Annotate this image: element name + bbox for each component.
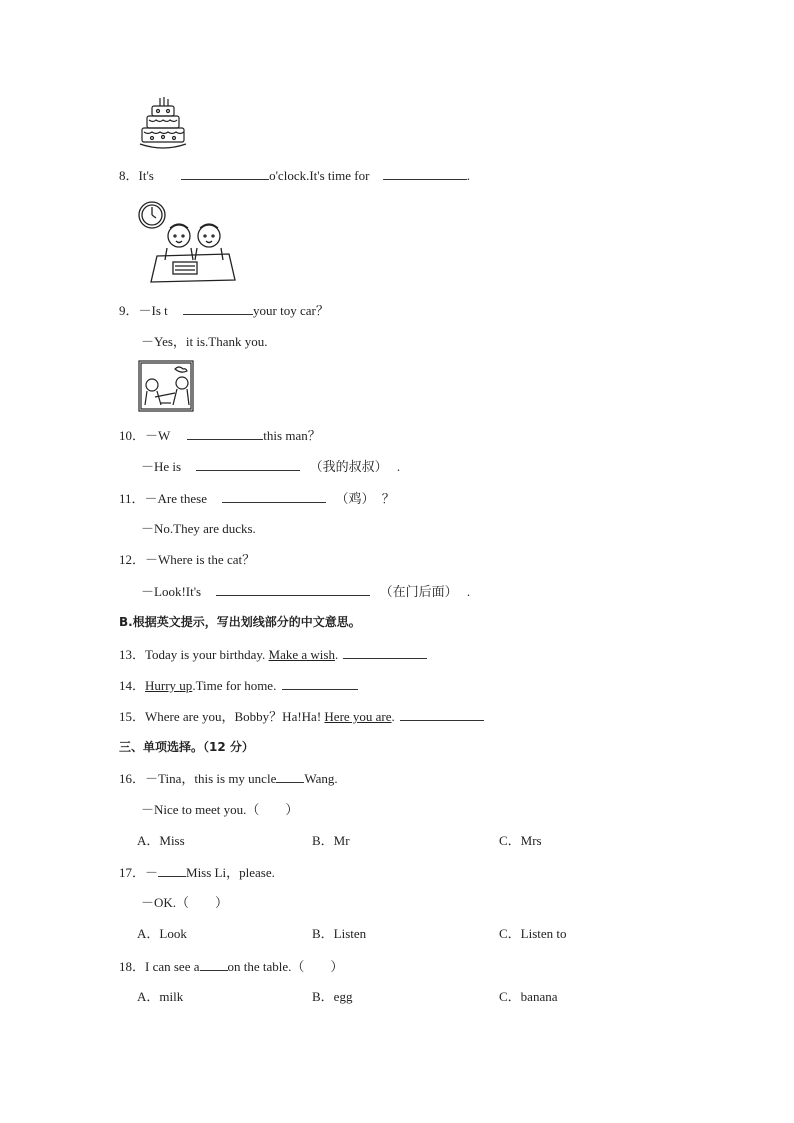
- question-10-reply: －He is （我的叔叔） .: [141, 459, 401, 474]
- toy-car-scene-image: [137, 359, 195, 413]
- section-3-heading: 三、单项选择。（12 分）: [119, 740, 254, 754]
- q17-option-b[interactable]: B．Listen: [312, 926, 367, 941]
- answer-blank-18[interactable]: [200, 958, 228, 971]
- q17-option-c[interactable]: C．Listen to: [499, 926, 567, 941]
- answer-blank-16[interactable]: [276, 770, 304, 783]
- answer-blank-9[interactable]: [183, 302, 253, 315]
- answer-blank-15[interactable]: [400, 708, 484, 721]
- answer-blank-11[interactable]: [222, 490, 326, 503]
- q16-option-c[interactable]: C．Mrs: [499, 833, 542, 848]
- question-15: 15．Where are you，Bobby？Ha!Ha! Here you are.: [119, 708, 484, 725]
- question-18: 18．I can see a on the table.（ ）: [119, 959, 344, 974]
- q18-option-c[interactable]: C．banana: [499, 989, 558, 1004]
- question-10: 10．－W this man？: [119, 428, 321, 443]
- question-9-reply: －Yes，it is.Thank you.: [141, 334, 268, 349]
- q16-option-b[interactable]: B．Mr: [312, 833, 350, 848]
- question-11: 11．－Are these （鸡） ？: [119, 491, 395, 506]
- answer-blank-13[interactable]: [343, 646, 427, 659]
- question-9: 9．－Is t your toy car？: [119, 303, 329, 318]
- answer-blank-8a[interactable]: [181, 167, 269, 180]
- answer-blank-10b[interactable]: [196, 458, 300, 471]
- question-13: 13．Today is your birthday. Make a wish.: [119, 646, 427, 663]
- question-16: 16．－Tina，this is my uncle Wang.: [119, 771, 338, 786]
- q18-option-a[interactable]: A．milk: [137, 989, 184, 1004]
- answer-blank-8b[interactable]: [383, 167, 467, 180]
- question-12-reply: －Look!It's （在门后面） .: [141, 584, 471, 599]
- q18-option-b[interactable]: B．egg: [312, 989, 353, 1004]
- birthday-cake-image: [138, 96, 188, 154]
- question-17: 17．－ Miss Li，please.: [119, 865, 275, 880]
- question-14: 14．Hurry up.Time for home.: [119, 677, 358, 694]
- question-16-reply: －Nice to meet you.（ ）: [141, 802, 299, 817]
- question-12: 12．－Where is the cat？: [119, 552, 256, 567]
- answer-blank-14[interactable]: [282, 677, 358, 690]
- answer-blank-17[interactable]: [158, 864, 186, 877]
- q16-option-a[interactable]: A．Miss: [137, 833, 185, 848]
- clock-children-image: [137, 198, 237, 284]
- question-8: 8．It's o'clock.It's time for .: [119, 168, 470, 183]
- answer-blank-10a[interactable]: [187, 427, 263, 440]
- section-b-heading: B.根据英文提示，写出划线部分的中文意思。: [119, 615, 361, 629]
- question-17-reply: －OK.（ ）: [141, 895, 229, 910]
- question-11-reply: －No.They are ducks.: [141, 521, 256, 536]
- answer-blank-12[interactable]: [216, 583, 370, 596]
- q17-option-a[interactable]: A．Look: [137, 926, 187, 941]
